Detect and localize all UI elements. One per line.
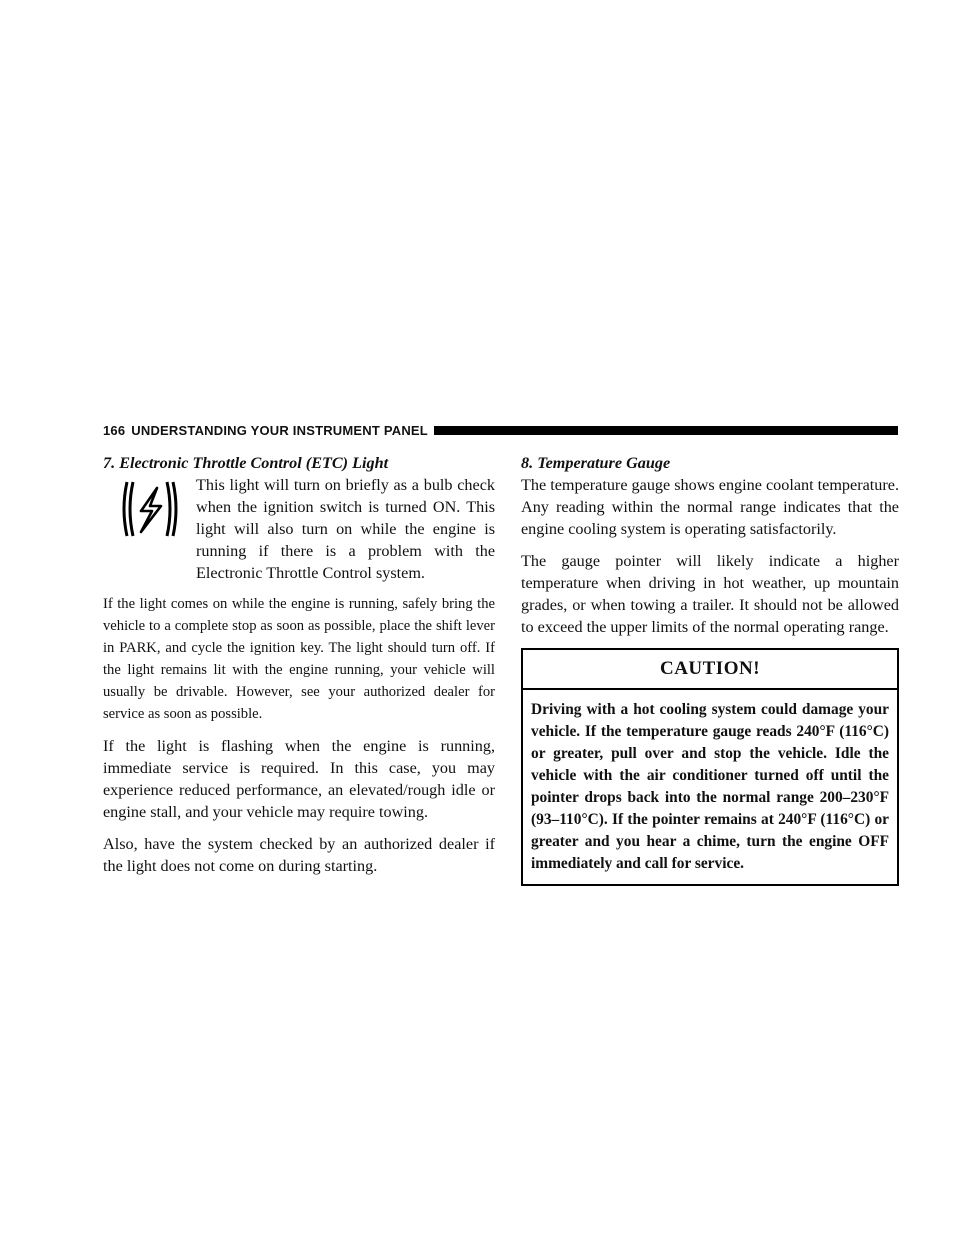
etc-description: This light will turn on briefly as a bulb check when the ignition switch is turned ON. This light will also turn on while the engine is running if there is a problem with the Electronic Throttle Control system. — [196, 476, 495, 582]
etc-warning-icon — [119, 478, 181, 540]
page-number: 166 — [103, 422, 126, 438]
section-title: UNDERSTANDING YOUR INSTRUMENT PANEL — [131, 422, 428, 438]
etc-heading: 7. Electronic Throttle Control (ETC) Light — [103, 454, 389, 472]
temp-paragraph-1: The temperature gauge shows engine coolant temperature. Any reading within the normal range indicates that the engine cooling system is operating satisfactorily. — [521, 476, 900, 538]
etc-paragraph-2: If the light is flashing when the engine is running, immediate service is required. In this case, you may experience reduced performance, an elevated/rough idle or engine stall, and your vehicle may require towing. — [103, 737, 495, 821]
etc-paragraph-1: If the light comes on while the engine is running, safely bring the vehicle to a complete stop as soon as possible, place the shift lever in PARK, and cycle the ignition key. The light should turn off. If the light remains lit with the engine running, your vehicle will usually be drivable. However, see your authorized dealer for service as soon as possible. — [103, 596, 495, 722]
header-rule — [434, 426, 898, 435]
etc-icon-block — [103, 474, 495, 584]
left-column — [103, 452, 495, 887]
temp-heading: 8. Temperature Gauge — [521, 454, 671, 472]
caution-box — [521, 648, 899, 886]
page-header — [103, 420, 898, 440]
temp-paragraph-2: The gauge pointer will likely indicate a higher temperature when driving in hot weather, up mountain grades, or when towing a trailer. It should not be allowed to exceed the upper limits of the normal operating range. — [521, 552, 899, 636]
caution-title: CAUTION! — [523, 650, 897, 690]
caution-body: Driving with a hot cooling system could damage your vehicle. If the temperature gauge reads 240°F (116°C) or greater, pull over and stop the vehicle. Idle the vehicle with the air conditioner turned off until the pointer drops back into the normal range 200–230°F (93–110°C). If the pointer remains at 240°F (116°C) or greater and you hear a chime, turn the engine OFF immediately and call for service. — [531, 701, 889, 872]
etc-paragraph-3: Also, have the system checked by an authorized dealer if the light does not come on during starting. — [103, 835, 495, 875]
right-column — [521, 452, 899, 886]
